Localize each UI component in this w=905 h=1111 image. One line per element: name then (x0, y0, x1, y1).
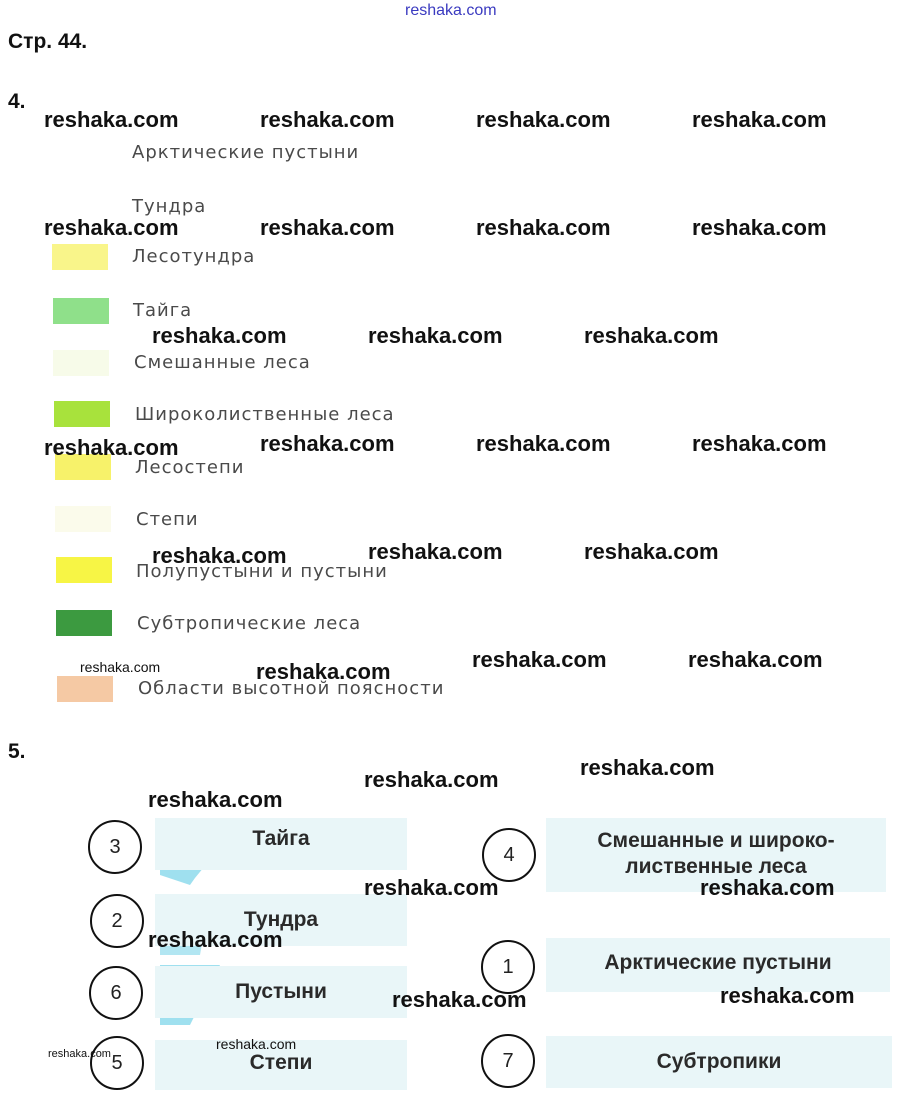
watermark: reshaka.com (148, 927, 283, 952)
legend-swatch (54, 401, 110, 427)
legend-swatch (56, 610, 112, 636)
watermark: reshaka.com (216, 1036, 297, 1052)
legend-label: Полупустыни и пустыни (136, 561, 388, 582)
legend-label: Лесостепи (135, 457, 245, 478)
watermark: reshaka.com (44, 107, 179, 132)
watermark: reshaka.com (364, 875, 499, 900)
legend-swatch (52, 244, 108, 270)
watermark: reshaka.com (584, 539, 719, 564)
legend-label: Области высотной поясности (138, 678, 445, 699)
biome-box: Смешанные и широко- лиственные леса (546, 818, 886, 892)
legend-label: Степи (136, 509, 199, 530)
biome-box: Тундра (155, 894, 407, 946)
biome-box: Степи (155, 1040, 407, 1090)
number-circle: 5 (90, 1036, 144, 1090)
watermark: reshaka.com (368, 539, 503, 564)
watermark: reshaka.com (44, 215, 179, 240)
watermark: reshaka.com (152, 543, 287, 568)
watermark: reshaka.com (472, 647, 607, 672)
number-circle: 6 (89, 966, 143, 1020)
watermark: reshaka.com (260, 431, 395, 456)
watermark: reshaka.com (720, 983, 855, 1008)
legend-label: Смешанные леса (134, 352, 311, 373)
biome-box: Тайга (155, 818, 407, 870)
watermark: reshaka.com (692, 215, 827, 240)
watermark: reshaka.com (48, 1048, 111, 1060)
watermark: reshaka.com (260, 215, 395, 240)
watermark: reshaka.com (364, 767, 499, 792)
legend-swatch (52, 140, 108, 166)
watermark: reshaka.com (700, 875, 835, 900)
watermark: reshaka.com (584, 323, 719, 348)
site-header-watermark: reshaka.com (405, 2, 497, 19)
legend-label: Арктические пустыни (132, 142, 360, 163)
watermark: reshaka.com (692, 107, 827, 132)
watermark: reshaka.com (392, 987, 527, 1012)
biome-box: Пустыни (155, 966, 407, 1018)
legend-label: Субтропические леса (137, 613, 362, 634)
number-circle: 3 (88, 820, 142, 874)
legend-swatch (53, 298, 109, 324)
biome-box: Арктические пустыни (546, 938, 890, 992)
watermark: reshaka.com (256, 659, 391, 684)
watermark: reshaka.com (80, 659, 161, 675)
legend-label: Лесотундра (132, 246, 256, 267)
legend-swatch (53, 350, 109, 376)
watermark: reshaka.com (148, 787, 283, 812)
watermark: reshaka.com (152, 323, 287, 348)
legend-label: Широколиственные леса (135, 404, 395, 425)
biome-box: Субтропики (546, 1036, 892, 1088)
legend-label: Тайга (133, 300, 193, 321)
number-circle: 7 (481, 1034, 535, 1088)
legend-swatch (56, 557, 112, 583)
watermark: reshaka.com (476, 107, 611, 132)
task-4-number: 4. (8, 90, 26, 113)
number-circle: 2 (90, 894, 144, 948)
watermark: reshaka.com (44, 435, 179, 460)
legend-label: Тундра (132, 196, 207, 217)
watermark: reshaka.com (692, 431, 827, 456)
watermark: reshaka.com (580, 755, 715, 780)
watermark: reshaka.com (476, 431, 611, 456)
watermark: reshaka.com (688, 647, 823, 672)
number-circle: 1 (481, 940, 535, 994)
legend-swatch (57, 676, 113, 702)
watermark: reshaka.com (368, 323, 503, 348)
legend-swatch (55, 506, 111, 532)
number-circle: 4 (482, 828, 536, 882)
watermark: reshaka.com (476, 215, 611, 240)
task-5-number: 5. (8, 740, 26, 763)
page-label: Стр. 44. (8, 30, 88, 53)
watermark: reshaka.com (260, 107, 395, 132)
